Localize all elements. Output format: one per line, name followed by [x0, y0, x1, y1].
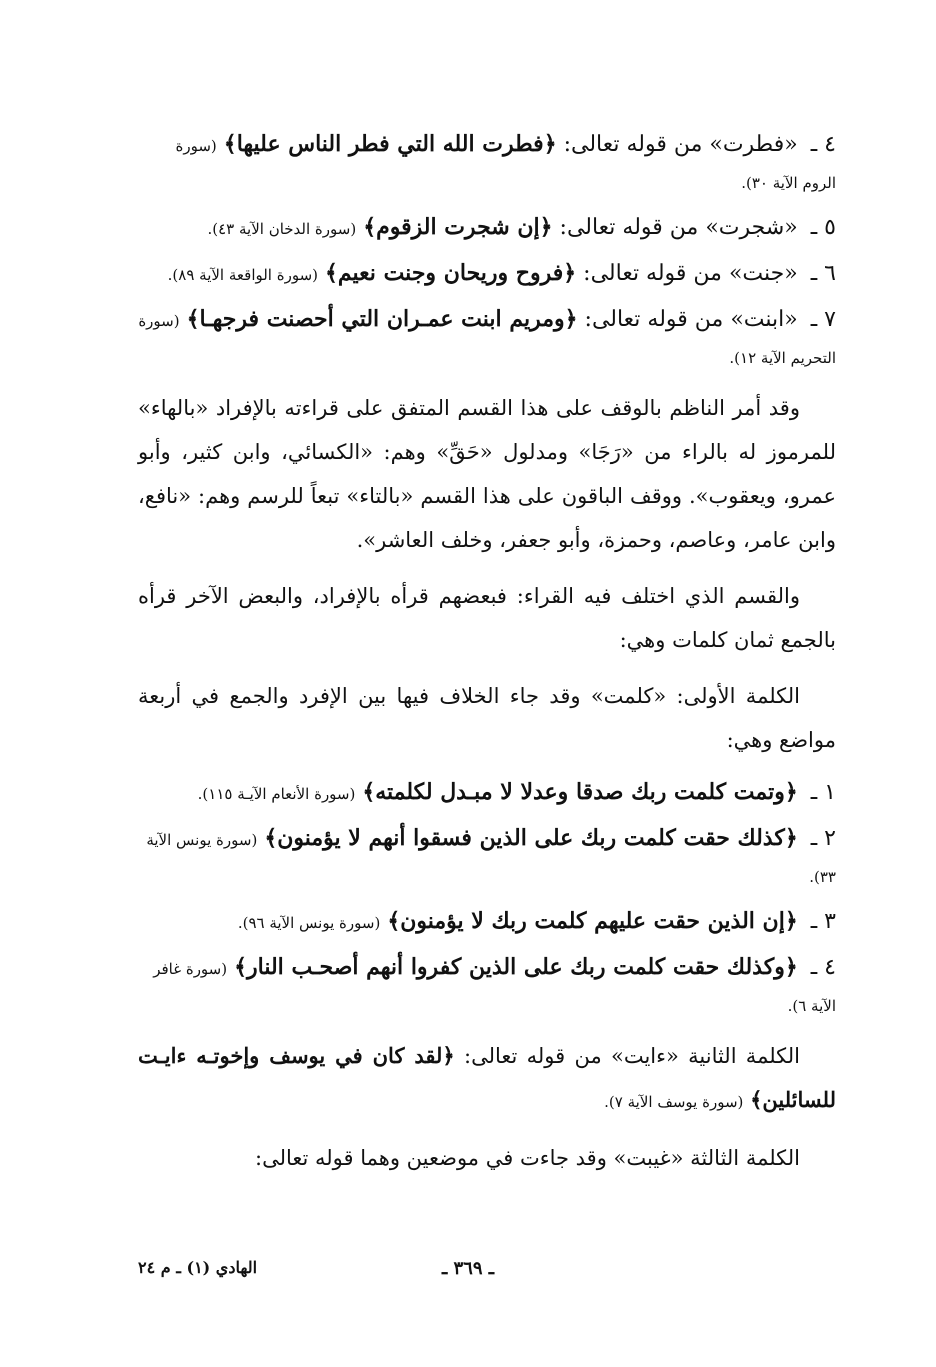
list-item [138, 301, 836, 376]
list-item [138, 949, 836, 1024]
item-number: ٦ ـ [810, 261, 836, 286]
item-number: ٥ ـ [810, 215, 836, 240]
paragraph-text: الكلمة الثانية «ءايت» من قوله تعالى: [464, 1044, 800, 1068]
item-number: ١ ـ [810, 780, 836, 805]
item-quote: ﴿إن الذين حقت عليهم كلمت ربك لا يؤمنون﴾ [387, 908, 798, 934]
item-citation: (سورة الروم الآية ٣٠). [175, 137, 836, 192]
items-group-a [138, 126, 836, 376]
item-number: ٤ ـ [810, 955, 836, 980]
item-citation: (سورة الواقعة الآية ٨٩). [167, 266, 319, 284]
paragraph-second-word [138, 1034, 836, 1124]
item-text: «فطرت» من قوله تعالى: [563, 132, 798, 157]
item-citation: (سورة الأنعام الآيـة ١١٥). [197, 785, 356, 803]
page-footer [100, 1258, 836, 1288]
item-text: «ابنت» من قوله تعالى: [584, 307, 798, 332]
list-item [138, 820, 836, 895]
items-group-b [138, 774, 836, 1024]
item-citation: (سورة يونس الآية ٣٣). [146, 831, 836, 886]
item-number: ٧ ـ [810, 307, 836, 332]
list-item [138, 774, 836, 812]
item-quote: ﴿وكذلك حقت كلمت ربك على الذين كفروا أنهم أصحـب النار﴾ [234, 954, 798, 980]
item-citation: (سورة الدخان الآية ٤٣). [207, 220, 357, 238]
paragraph-first-word: الكلمة الأولى: «كلمت» وقد جاء الخلاف فيها بين الإفرد والجمع في أربعة مواضع وهي: [138, 684, 836, 752]
paragraph-waqf: وقد أمر الناظم بالوقف على هذا القسم المتفق على قراءته بالإفراد «بالهاء» للمرموز له بالراء من «رَجَا» ومدلول «حَقِّ» وهم: «الكسائي، وابن كثير، وأبو عمرو، ويعقوب». ووقف الباقون على هذا القسم «بالتاء» تبعاً للرسم وهم: «نافع، وابن عامر، وعاصم، وحمزة، وأبو جعفر، وخلف العاشر». [138, 396, 836, 552]
paragraph-third-word: الكلمة الثالثة «غيبت» وقد جاءت في موضعين وهما قوله تعالى: [255, 1146, 800, 1170]
paragraph-citation: (سورة يوسف الآية ٧). [604, 1093, 744, 1111]
item-text: «شجرت» من قوله تعالى: [559, 215, 798, 240]
book-reference: الهادي (١) ـ م ٢٤ [138, 1258, 258, 1277]
item-quote: ﴿ومريم ابنت عمـران التي أحصنت فرجهـا﴾ [186, 306, 578, 332]
item-number: ٣ ـ [810, 909, 836, 934]
item-citation: (سورة يونس الآية ٩٦). [237, 914, 381, 932]
page-number: ـ ٣٦٩ ـ [441, 1258, 495, 1279]
item-quote: ﴿فروح وريحان وجنت نعيم﴾ [325, 260, 577, 286]
item-quote: ﴿فطرت الله التي فطر الناس عليها﴾ [223, 131, 557, 157]
item-quote: ﴿وتمت كلمت ربك صدقا وعدلا لا مبـدل لكلمته﴾ [362, 779, 798, 805]
item-quote: ﴿كذلك حقت كلمت ربك على الذين فسقوا أنهم لا يؤمنون﴾ [264, 825, 798, 851]
list-item [138, 209, 836, 247]
list-item [138, 126, 836, 201]
item-citation: (سورة التحريم الآية ١٢). [138, 312, 836, 367]
item-number: ٢ ـ [810, 826, 836, 851]
item-text: «جنت» من قوله تعالى: [583, 261, 798, 286]
item-citation: (سورة غافر الآية ٦). [153, 960, 836, 1015]
paragraph-disputed-section: والقسم الذي اختلف فيه القراء: فبعضهم قرأه بالإفراد، والبعض الآخر قرأه بالجمع ثمان كلمات وهي: [138, 584, 836, 652]
paragraph-quote: ﴿لقد كان في يوسف وإخوتـه ءايـت للسائلين﴾ [138, 1043, 836, 1112]
list-item [138, 903, 836, 941]
item-number: ٤ ـ [810, 132, 836, 157]
body-text [138, 120, 836, 1192]
item-quote: ﴿إن شجرت الزقوم﴾ [363, 214, 553, 240]
list-item [138, 255, 836, 293]
